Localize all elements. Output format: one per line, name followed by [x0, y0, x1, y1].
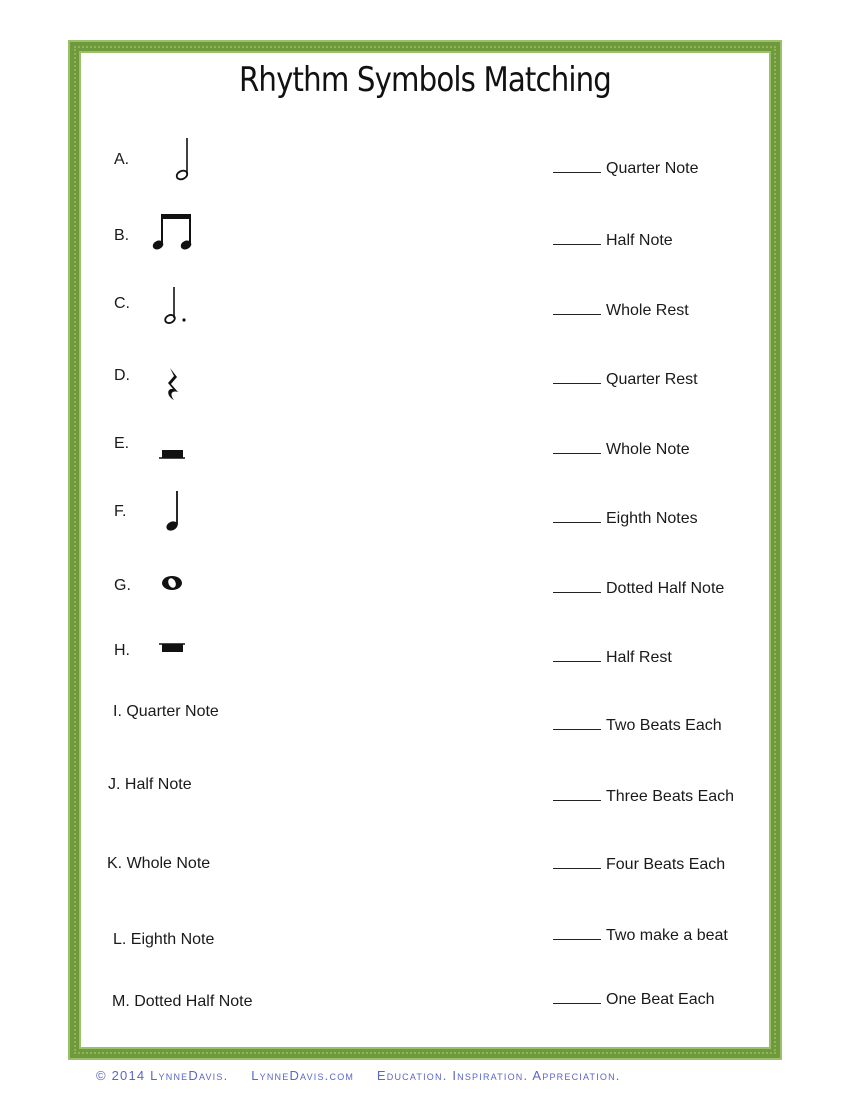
answer-label: Whole Note: [606, 441, 690, 458]
answer-label: Half Note: [606, 232, 673, 249]
item-l-label: L. Eighth Note: [113, 931, 215, 948]
item-j-label: J. Half Note: [108, 776, 192, 793]
answer-row: [553, 717, 722, 735]
answer-blank[interactable]: [553, 243, 601, 245]
item-h-label: H.: [114, 642, 130, 659]
dotted-half-note-icon: [158, 282, 208, 332]
answer-blank[interactable]: [553, 728, 601, 730]
answer-row: [553, 371, 698, 389]
item-a-label: A.: [114, 151, 130, 168]
answer-blank[interactable]: [553, 452, 601, 454]
whole-note-icon: [150, 558, 200, 608]
answer-label: Three Beats Each: [606, 788, 735, 805]
answer-row: [553, 856, 725, 874]
item-f-label: F.: [114, 503, 127, 520]
answer-row: [553, 302, 689, 320]
answer-row: [553, 510, 698, 528]
answer-blank[interactable]: [553, 171, 601, 173]
answer-blank[interactable]: [553, 799, 601, 801]
answer-label: Whole Rest: [606, 302, 689, 319]
half-note-icon: [160, 134, 210, 184]
answer-row: [553, 991, 715, 1009]
footer: [96, 1068, 639, 1083]
answer-blank[interactable]: [553, 521, 601, 523]
footer-tagline: Education. Inspiration. Appreciation.: [376, 1068, 621, 1083]
answer-label: Four Beats Each: [606, 856, 726, 873]
item-g-label: G.: [114, 577, 131, 594]
answer-row: [553, 441, 690, 459]
answer-label: One Beat Each: [606, 991, 715, 1008]
answer-blank[interactable]: [553, 938, 601, 940]
answer-row: [553, 788, 734, 806]
answer-label: Eighth Notes: [606, 510, 698, 527]
footer-copyright: © 2014 LynneDavis.: [96, 1068, 229, 1083]
item-m-label: M. Dotted Half Note: [112, 993, 253, 1010]
item-c-label: C.: [114, 295, 130, 312]
item-i-label: I. Quarter Note: [113, 703, 219, 720]
whole-rest-icon: [150, 624, 200, 674]
quarter-note-icon: [156, 487, 206, 537]
answer-label: Two Beats Each: [606, 717, 722, 734]
answer-row: [553, 649, 672, 667]
footer-site-link[interactable]: LynneDavis.com: [251, 1068, 355, 1083]
answer-label: Quarter Note: [606, 160, 699, 177]
answer-label: Dotted Half Note: [606, 580, 725, 597]
answer-label: Quarter Rest: [606, 371, 698, 388]
answer-blank[interactable]: [553, 382, 601, 384]
answer-label: Two make a beat: [606, 927, 728, 944]
answer-row: [553, 232, 673, 250]
answer-blank[interactable]: [553, 591, 601, 593]
answer-row: [553, 160, 698, 178]
answer-blank[interactable]: [553, 313, 601, 315]
item-e-label: E.: [114, 435, 130, 452]
answer-blank[interactable]: [553, 660, 601, 662]
half-rest-icon: [150, 430, 200, 480]
quarter-rest-icon: [150, 362, 200, 412]
item-k-label: K. Whole Note: [107, 855, 211, 872]
item-d-label: D.: [114, 367, 130, 384]
answer-row: [553, 927, 728, 945]
answer-row: [553, 580, 724, 598]
page-title: Rhythm Symbols Matching: [238, 60, 612, 100]
answer-blank[interactable]: [553, 867, 601, 869]
eighth-notes-icon: [148, 208, 198, 258]
answer-blank[interactable]: [553, 1002, 601, 1004]
answer-label: Half Rest: [606, 649, 672, 666]
decorative-border: [70, 42, 780, 1058]
item-b-label: B.: [114, 227, 130, 244]
